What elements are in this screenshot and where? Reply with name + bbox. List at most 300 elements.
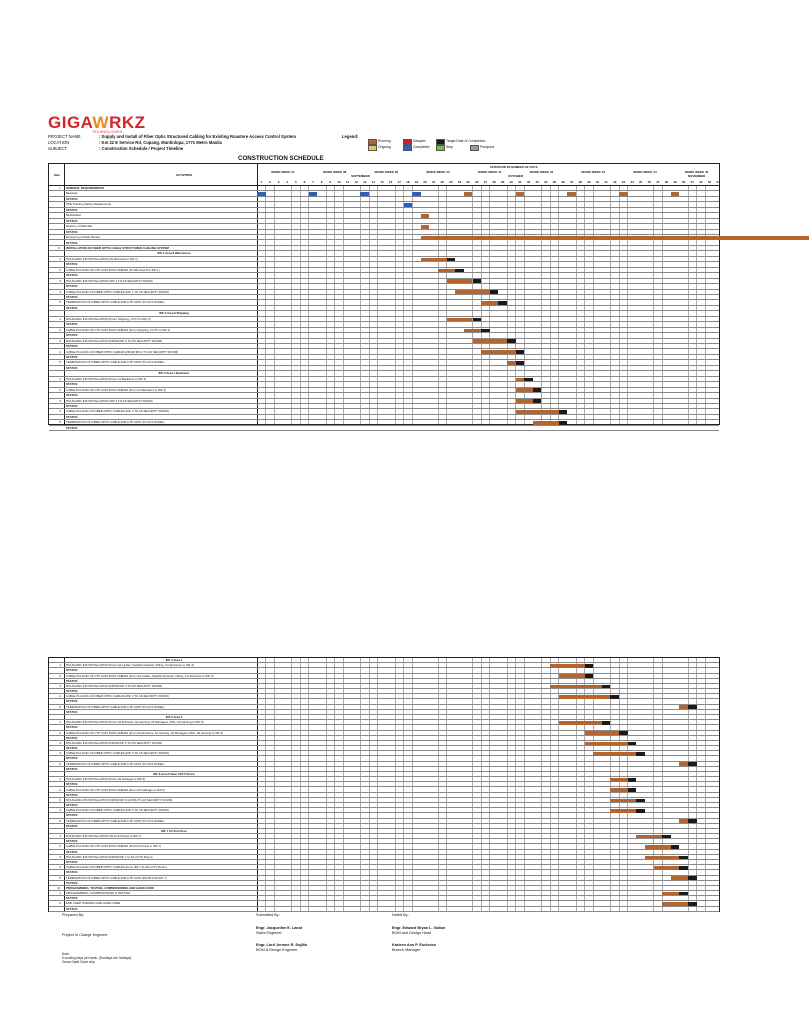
day-index: 42 xyxy=(613,180,617,184)
target-date-marker xyxy=(473,279,482,283)
activity-name: STATUS: xyxy=(66,678,79,683)
activity-name: STATUS: xyxy=(66,699,79,704)
work-week-label: WORK WEEK 45 xyxy=(684,170,709,174)
item-header: Item xyxy=(53,173,61,177)
item-number: 5 xyxy=(59,360,61,365)
item-number: 3 xyxy=(59,797,61,802)
activity-name: PPE Training (Safety Requirement) xyxy=(66,202,112,207)
item-number: 5 xyxy=(59,761,61,766)
target-date-marker xyxy=(516,361,525,365)
item-number: 3 xyxy=(59,740,61,745)
day-index: 37 xyxy=(569,180,574,184)
activity-name: TERMINATION OF FIBER OPTIC CABLE AND UTP CAT6 (TO ACS PANEL) xyxy=(66,761,165,766)
day-index: 29 xyxy=(500,180,505,184)
activity-name: CABLE PULLING OF FIBER OPTIC CABLES (IDF 1 TO AS SECURITY ROOM) xyxy=(66,289,169,294)
activity-name: STATUS: xyxy=(66,273,79,278)
prepared-by-label: Prepared By: xyxy=(62,913,85,917)
activity-name: STATUS: xyxy=(66,240,79,245)
gantt-bar xyxy=(610,799,636,803)
noted-by-label: Noted By: xyxy=(392,913,409,917)
gantt-bar xyxy=(662,892,679,896)
activity-name: STATUS: xyxy=(66,870,79,875)
gantt-bar xyxy=(464,329,481,333)
activity-name: STATUS: xyxy=(66,823,79,828)
activity-name: STATUS: xyxy=(66,333,79,338)
activity-name: ROUGHING INS INSTALLATION (IN ACS Panels to IDF 7) xyxy=(66,834,142,839)
activity-name: ROUGHING INS INSTALLATION (FROM IDF 6 GOING TO AS SECURITY ROOM) xyxy=(66,797,173,802)
gantt-bar xyxy=(645,856,679,860)
activity-name: STATUS: xyxy=(66,354,79,359)
day-index: 50 xyxy=(682,180,686,184)
activity-name: ROUGHING INS INSTALLATION (From A5 Garbage to IDF 6) xyxy=(66,777,146,782)
activity-name: TERMINATION OF FIBER OPTIC CABLE AND UTP CAT6 (TO ACS PANEL) xyxy=(66,420,165,425)
gantt-bar xyxy=(645,845,671,849)
signatory-2: Engr. Lord Jerome R. Dojillo BOM & Design Engineer xyxy=(256,943,308,952)
activity-name: STATUS: xyxy=(66,365,79,370)
activity-name: ROUGHING INS INSTALLATION (FROM IDF 7 to AS CCTV Room) xyxy=(66,854,153,859)
day-index: 31 xyxy=(518,180,522,184)
target-date-marker xyxy=(688,762,697,766)
activity-name: IDF 4 Area 4 xyxy=(165,658,183,662)
target-date-marker xyxy=(671,845,680,849)
item-number: 4 xyxy=(59,694,61,699)
item-number: 3 xyxy=(59,278,61,283)
gantt-bar xyxy=(671,192,680,196)
activity-name: ROUGHING INS INSTALLATION (FROM IDF 2 TO AS SECURITY ROOM) xyxy=(66,338,162,343)
target-date-marker xyxy=(636,752,645,756)
day-index: 45 xyxy=(638,180,643,184)
day-index: 21 xyxy=(432,180,436,184)
activity-name: STATUS: xyxy=(66,393,79,398)
day-index: 52 xyxy=(699,180,703,184)
item-number: 2 xyxy=(59,730,61,735)
activity-name: STATUS: xyxy=(66,880,79,885)
activity-name: STATUS: xyxy=(66,782,79,787)
activity-name: PROGRAMMING, COMMISSIONING & TESTING xyxy=(66,891,131,896)
activity-name: CABLE PULLING OF UTP CAT6 DATA CABLES (From A4 Ladder, Satellite Network, Killing, Cut Entrance to IDF 4) xyxy=(66,673,214,678)
activities-header: ACTIVITIES xyxy=(175,173,193,177)
day-index: 13 xyxy=(363,180,367,184)
prepared-role: Project In Charge Engineer xyxy=(62,933,108,937)
item-number: 4 xyxy=(59,751,61,756)
activity-name: ROUGHING INS INSTALLATION (From Shipping, CCTV to IDF 2) xyxy=(66,316,151,321)
target-date-marker xyxy=(533,388,542,392)
schedule-table-page-1 xyxy=(48,163,720,430)
target-date-marker xyxy=(628,742,637,746)
item-number: 1 xyxy=(59,720,61,725)
gantt-bar xyxy=(671,876,688,880)
legend-swatch xyxy=(436,145,445,151)
activity-name: INSTALLATION OF FIBER OPTIC CABLE STRUCTURED CABLING SYSTEM xyxy=(66,245,169,250)
gantt-bar xyxy=(447,279,473,283)
activity-name: STATUS: xyxy=(66,425,79,430)
activity-name: CABLE PULLING OF FIBER OPTIC CABLES (From IDF 7 to AS CCTV Room) xyxy=(66,865,167,870)
target-date-marker xyxy=(636,809,645,813)
activity-name: CABLE PULLING OF UTP CAT6 DATA CABLES (From A5 Entrance, A4 Gaming, A5 Managers, ROL, A6 Gaming to IDF 5) xyxy=(66,730,224,735)
activity-name: TERMINATION OF FIBER OPTIC CABLE AND UTP CAT6 (TO ACS PANEL) xyxy=(66,704,165,709)
gantt-bar xyxy=(679,819,688,823)
day-index: 19 xyxy=(414,180,419,184)
day-index: 14 xyxy=(371,180,376,184)
work-week-label: WORK WEEK 39 xyxy=(374,170,399,174)
gantt-bar xyxy=(516,410,559,414)
gantt-bar xyxy=(516,399,533,403)
gantt-bar xyxy=(481,301,498,305)
legend-swatch xyxy=(368,145,377,151)
activity-name: STATUS: xyxy=(66,382,79,387)
legend-swatch xyxy=(403,145,412,151)
target-date-marker xyxy=(559,410,568,414)
activity-name: STATUS: xyxy=(66,860,79,865)
target-date-marker xyxy=(498,301,507,305)
activity-name: STATUS: xyxy=(66,896,79,901)
gantt-bar xyxy=(550,664,584,668)
day-index: 24 xyxy=(457,180,462,184)
target-date-marker xyxy=(602,721,611,725)
gantt-bar xyxy=(421,258,447,262)
work-week-label: WORK WEEK 44 xyxy=(633,170,657,174)
legend-title: Legend: xyxy=(342,134,359,139)
month-label: OCTOBER xyxy=(508,174,524,178)
item-number: 4 xyxy=(59,289,61,294)
day-index: 7 xyxy=(312,180,314,184)
activity-name: STATUS: xyxy=(66,709,79,714)
gantt-bar xyxy=(610,788,627,792)
day-index: 1 xyxy=(260,180,263,184)
item-number: 5 xyxy=(59,300,61,305)
activity-name: CABLE PULLING OF FIBER OPTIC CABLES (IDF 3 TO AS SECURITY ROOM) xyxy=(66,409,169,414)
activity-name: STATUS: xyxy=(66,792,79,797)
activity-name: PROGRAMMING, TESTING, COMMISSIONING AND HAND-OVER xyxy=(66,885,154,890)
activity-name: STATUS: xyxy=(66,735,79,740)
item-number: II. xyxy=(58,245,61,250)
item-number: 5 xyxy=(59,420,61,425)
target-date-marker xyxy=(688,902,697,906)
gantt-bar xyxy=(455,290,489,294)
activity-name: ROUGHING INS INSTALLATION (FROM IDF 4 TO AS SECURITY ROOM) xyxy=(66,683,162,688)
schedule-row xyxy=(49,426,719,431)
activity-name: STATUS: xyxy=(66,725,79,730)
work-week-label: WORK WEEK 41 xyxy=(477,170,502,174)
day-index: 44 xyxy=(630,180,634,184)
item-number: 4 xyxy=(59,349,61,354)
item-number: 1 xyxy=(59,376,61,381)
target-date-marker xyxy=(610,695,619,699)
day-index: 18 xyxy=(406,180,410,184)
gantt-bar xyxy=(309,192,318,196)
activity-name: ROUGHING INS INSTALLATION (IN WH back to IDF 1) xyxy=(66,256,138,261)
subject-row: SUBJECT : Construction Schedule / Project Timeline xyxy=(48,146,184,151)
day-index: 2 xyxy=(269,180,271,184)
item-number: 2 xyxy=(59,844,61,849)
activity-name: CABLE PULLING OF FIBER OPTIC CABLES (IDF 5 TO AS SECURITY ROOM) xyxy=(66,751,169,756)
day-index: 20 xyxy=(423,180,427,184)
activity-name: END USER TRAINING AND HAND-OVER xyxy=(66,901,121,906)
activity-name: Delivery of Materials xyxy=(66,224,93,229)
legend-item: Target Date of Completion xyxy=(436,139,485,145)
legend-item: Delayed xyxy=(403,139,425,145)
item-number: 4 xyxy=(59,409,61,414)
gantt-bar xyxy=(559,674,585,678)
gantt-bar xyxy=(679,762,688,766)
activity-name: TERMINATION OF FIBER OPTIC CABLE AND UTP CAT6 (TO ACS PANEL) xyxy=(66,818,165,823)
day-index: 54 xyxy=(716,180,720,184)
gantt-bar xyxy=(550,685,602,689)
activity-name: ROUGHING INS INSTALLATION (IDF 1 TO AS SECURITY ROOM) xyxy=(66,278,153,283)
submitted-by-label: Submitted By: xyxy=(256,913,280,917)
gantt-bar xyxy=(464,192,473,196)
item-number: 3 xyxy=(59,854,61,859)
gantt-bar xyxy=(421,236,809,240)
gantt-bar xyxy=(507,361,516,365)
item-number: 5 xyxy=(59,818,61,823)
item-number: 3 xyxy=(59,338,61,343)
item-number: 1 xyxy=(59,256,61,261)
activity-name: STATUS: xyxy=(66,689,79,694)
legend-item: Ongoing xyxy=(368,145,391,151)
item-number: 2 xyxy=(59,901,61,906)
duration-header: DURATION IN NUMBER OF DAYS xyxy=(490,165,538,169)
gantt-bar xyxy=(447,318,473,322)
activity-name: CABLE PULLING OF UTP CAT6 DATA CABLES (From A1 Backdoor to IDF 3) xyxy=(66,387,166,392)
legend-swatch xyxy=(470,145,479,151)
day-index: 34 xyxy=(544,180,548,184)
day-index: 11 xyxy=(345,180,350,184)
target-date-marker xyxy=(688,819,697,823)
day-index: 26 xyxy=(475,180,479,184)
target-date-marker xyxy=(679,856,688,860)
item-number: 5 xyxy=(59,704,61,709)
day-index: 25 xyxy=(466,180,470,184)
day-index: 47 xyxy=(656,180,660,184)
day-index: 23 xyxy=(449,180,453,184)
item-number: III. xyxy=(57,885,61,890)
activity-name: STATUS: xyxy=(66,322,79,327)
target-date-marker xyxy=(679,866,688,870)
activity-name: STATUS: xyxy=(66,305,79,310)
target-date-marker xyxy=(447,258,456,262)
day-index: 27 xyxy=(483,180,488,184)
activity-name: STATUS: xyxy=(66,344,79,349)
item-number: 2 xyxy=(59,787,61,792)
month-label: SEPTEMBER xyxy=(351,174,370,178)
activity-name: TERMINATION OF FIBER OPTIC CABLE AND UTP CAT6 (FROM ACS IDF 7) xyxy=(66,875,167,880)
activity-name: Meetings xyxy=(66,191,78,196)
activity-name: ROUGHING INS INSTALLATION (From A4 Ladder, Satellite Network, Killing, Cut Entrance to IDF 4) xyxy=(66,663,194,668)
activity-name: STATUS: xyxy=(66,803,79,808)
schedule-note: Note: 6 working days per week. (Sundays are holidays) Gross Gantt Chart only. xyxy=(62,952,132,964)
item-number: 1 xyxy=(59,777,61,782)
gantt-bar xyxy=(610,809,636,813)
activity-name: STATUS: xyxy=(66,196,79,201)
day-index: 16 xyxy=(388,180,393,184)
target-date-marker xyxy=(516,350,525,354)
gantt-bar xyxy=(438,269,455,273)
activity-name: TERMINATION OF FIBER OPTIC CABLE AND UTP CAT6 (TO ACS PANEL) xyxy=(66,300,165,305)
target-date-marker xyxy=(473,318,482,322)
target-date-marker xyxy=(507,339,516,343)
activity-name: ROUGHING INS INSTALLATION (FROM IDF 5 TO AS SECURITY ROOM) xyxy=(66,740,162,745)
gantt-bar xyxy=(533,421,559,425)
target-date-marker xyxy=(619,731,628,735)
day-index: 15 xyxy=(380,180,384,184)
activity-name: ROUGHING INS INSTALLATION (From A1 Backdoor to IDF 3) xyxy=(66,376,147,381)
item-number: 4 xyxy=(59,865,61,870)
target-date-marker xyxy=(679,892,688,896)
day-index: 36 xyxy=(561,180,565,184)
target-date-marker xyxy=(585,664,594,668)
legend-item: Running xyxy=(368,139,391,145)
activity-name: CABLE PULLING OF FIBER OPTIC CABLES (FROM IDF 2 TO AS SECURITY ROOM) xyxy=(66,349,179,354)
day-index: 6 xyxy=(303,180,306,184)
work-week-label: WORK WEEK 37 xyxy=(271,170,295,174)
gantt-bar xyxy=(421,225,430,229)
work-week-label: WORK WEEK 40 xyxy=(426,170,450,174)
project-name-row: PROJECT NAME : Supply and Install of Fiber Optic Structured Cabling for Existing Roastore Access Control System xyxy=(48,134,296,139)
activity-name: STATUS: xyxy=(66,839,79,844)
day-index: 28 xyxy=(492,180,496,184)
activity-name: STATUS: xyxy=(66,766,79,771)
activity-name: STATUS: xyxy=(66,849,79,854)
gantt-bar xyxy=(559,721,602,725)
item-number: 3 xyxy=(59,398,61,403)
activity-name: ROUGHING INS INSTALLATION (From A5 Entrance, A4 Gaming, A5 Managers, ROL, A6 Gaming to IDF 5) xyxy=(66,720,204,725)
activity-name: GENERAL REQUIREMENTS xyxy=(66,186,105,190)
activity-name: CABLE PULLING OF UTP CAT6 DATA CABLES (From Shipping, CCTV to IDF 2) xyxy=(66,327,171,332)
day-index: 30 xyxy=(509,180,513,184)
gantt-bar xyxy=(585,742,628,746)
work-week-label: WORK WEEK 43 xyxy=(581,170,605,174)
gantt-bar xyxy=(567,192,576,196)
activity-name: STATUS: xyxy=(66,295,79,299)
day-index: 5 xyxy=(294,180,297,184)
activity-name: IDF 1 Area 8 Warehouse xyxy=(157,251,191,256)
target-date-marker xyxy=(455,269,464,273)
day-index: 10 xyxy=(337,180,341,184)
work-week-label: WORK WEEK 42 xyxy=(529,170,554,174)
gantt-bar xyxy=(516,378,525,382)
activity-name: TERMINATION OF FIBER OPTIC CABLE AND UTP CAT6 (TO ACS PANEL) xyxy=(66,360,165,365)
activity-name: ROUGHING INS INSTALLATION (IDF 3 TO AS SECURITY ROOM) xyxy=(66,398,153,403)
item-number: 1 xyxy=(59,891,61,896)
item-number: 3 xyxy=(59,683,61,688)
activity-name: CABLE PULLING OF UTP CAT6 DATA CABLES (IN WH Area 8 to IDF 1) xyxy=(66,267,160,272)
gantt-bar xyxy=(481,350,515,354)
target-date-marker xyxy=(602,685,611,689)
schedule-title: CONSTRUCTION SCHEDULE xyxy=(238,155,324,162)
activity-name: STATUS: xyxy=(66,668,79,673)
activity-name: STATUS: xyxy=(66,229,79,234)
signatory-4: Karleen Ann P. Escleseo Branch Manager xyxy=(392,943,436,952)
activity-name: STATUS: xyxy=(66,414,79,419)
item-number: 2 xyxy=(59,267,61,272)
gantt-bar xyxy=(593,752,636,756)
day-index: 4 xyxy=(286,180,288,184)
target-date-marker xyxy=(533,399,542,403)
gantt-bar xyxy=(516,192,525,196)
target-date-marker xyxy=(481,329,490,333)
item-number: 2 xyxy=(59,387,61,392)
location-row: LOCATION : Km 22 E Service Rd, Cupang, Muntinlupa, 1771 Metro Manila xyxy=(48,140,222,145)
target-date-marker xyxy=(559,421,568,425)
activity-name: STATUS: xyxy=(66,284,79,289)
gantt-bar xyxy=(636,835,662,839)
target-date-marker xyxy=(688,876,697,880)
activity-name: STATUS: xyxy=(66,404,79,408)
gantt-bar xyxy=(412,192,421,196)
item-number: 2 xyxy=(59,327,61,332)
gantt-bar xyxy=(473,339,507,343)
gantt-bar xyxy=(662,902,688,906)
activity-name: STATUS: xyxy=(66,746,79,751)
day-index: 40 xyxy=(595,180,600,184)
day-index: 17 xyxy=(397,180,401,184)
target-date-marker xyxy=(688,705,697,709)
gantt-bar xyxy=(360,192,369,196)
day-index: 53 xyxy=(707,180,712,184)
company-logo: GIGAWRKZ xyxy=(48,113,146,132)
activity-name: CABLE PULLING OF FIBER OPTIC CABLES (IDF 4 TO AS SECURITY ROOM) xyxy=(66,694,169,699)
item-number: 1 xyxy=(59,316,61,321)
activity-name: IDF 2 Area 6 Shipping xyxy=(159,311,189,316)
schedule-table-page-2 xyxy=(48,657,720,912)
day-index: 49 xyxy=(673,180,677,184)
day-index: 38 xyxy=(578,180,582,184)
target-date-marker xyxy=(524,378,533,382)
activity-name: STATUS: xyxy=(66,262,79,267)
day-index: 48 xyxy=(664,180,669,184)
activity-name: STATUS: xyxy=(66,906,79,911)
legend-item: Stop xyxy=(436,145,453,151)
target-date-marker xyxy=(585,674,594,678)
target-date-marker xyxy=(662,835,671,839)
gantt-bar xyxy=(559,695,611,699)
target-date-marker xyxy=(636,799,645,803)
activity-name: CABLE PULLING OF UTP CAT6 DATA CABLES (IN ACS Panels to IDF 7) xyxy=(66,844,162,849)
day-index: 33 xyxy=(535,180,539,184)
target-date-marker xyxy=(490,290,499,294)
day-index: 9 xyxy=(329,180,332,184)
activity-name: IDF 3 Area 1 Backdoor xyxy=(158,371,190,376)
activity-name: CABLE PULLING OF UTP CAT6 DATA CABLES (From A5 Garbage to IDF 6) xyxy=(66,787,165,792)
day-index: 43 xyxy=(621,180,625,184)
gantt-bar xyxy=(619,192,628,196)
legend-item: Postpone xyxy=(470,145,494,151)
item-number: I. xyxy=(59,186,61,190)
day-index: 12 xyxy=(354,180,358,184)
item-number: 1 xyxy=(59,663,61,668)
activity-name: STATUS: xyxy=(66,813,79,818)
activity-name: STATUS: xyxy=(66,218,79,223)
activity-name: IDF 6 Area 6 Near CCTV Room xyxy=(153,771,195,776)
gantt-bar xyxy=(421,214,430,218)
gantt-bar xyxy=(257,192,266,196)
signatory-1: Engr. Jacqueline E. Lanot Sales Engineer xyxy=(256,926,303,935)
schedule-row xyxy=(49,907,719,912)
day-index: 3 xyxy=(277,180,280,184)
activity-name: STATUS: xyxy=(66,756,79,761)
table-header xyxy=(49,164,719,186)
gantt-bar xyxy=(404,203,413,207)
day-index: 22 xyxy=(440,180,444,184)
legend-item: Completed xyxy=(403,145,429,151)
day-index: 51 xyxy=(690,180,694,184)
gantt-bar xyxy=(654,866,680,870)
day-index: 39 xyxy=(587,180,591,184)
gantt-bar xyxy=(610,778,627,782)
target-date-marker xyxy=(628,788,637,792)
activity-name: Monitoring of Daily Review xyxy=(66,235,101,240)
